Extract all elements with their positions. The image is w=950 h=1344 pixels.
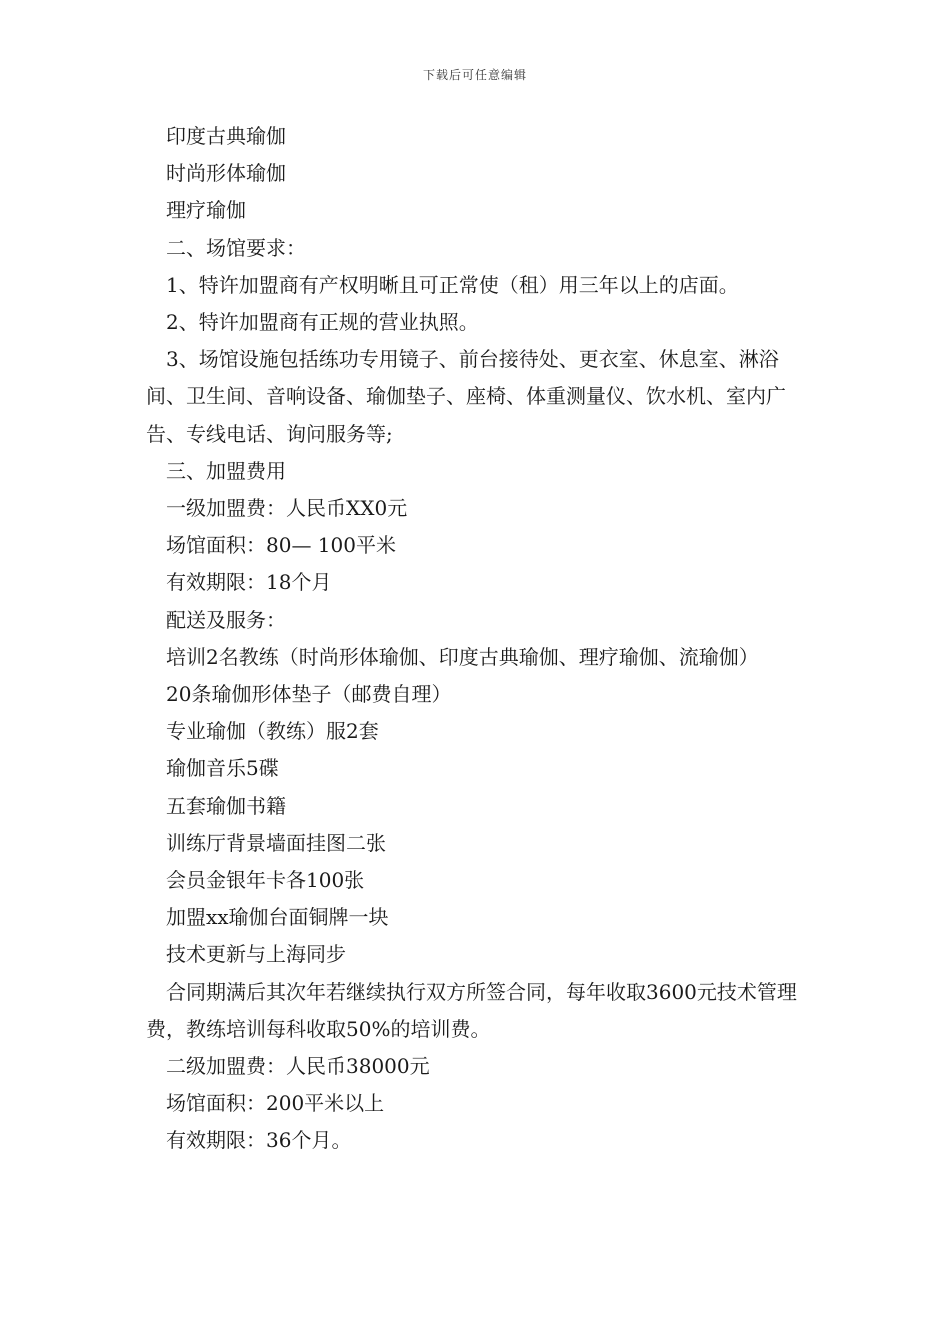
paragraph: 五套瑜伽书籍 [166,793,286,818]
paragraph: 瑜伽音乐5碟 [166,756,279,781]
section-heading: 三、加盟费用 [166,458,286,483]
paragraph: 二级加盟费：人民币38000元 [166,1054,430,1079]
paragraph: 时尚形体瑜伽 [166,161,286,186]
paragraph: 配送及服务： [166,607,286,632]
paragraph: 理疗瑜伽 [166,198,246,223]
paragraph: 合同期满后其次年若继续执行双方所签合同，每年收取3600元技术管理费，教练培训每科收取50%的培训费。 [146,979,797,1041]
paragraph: 3、场馆设施包括练功专用镜子、前台接待处、更衣室、休息室、淋浴间、卫生间、音响设备、瑜伽垫子、座椅、体重测量仪、饮水机、室内广告、专线电话、询问服务等; [146,347,786,446]
section-heading: 二、场馆要求： [166,235,306,260]
page-header-note: 下载后可任意编辑 [422,68,527,82]
paragraph: 专业瑜伽（教练）服2套 [166,719,379,744]
paragraph: 有效期限：18个月 [166,570,332,595]
paragraph: 有效期限：36个月。 [166,1128,352,1153]
paragraph: 加盟xx瑜伽台面铜牌一块 [166,905,389,930]
paragraph: 场馆面积：200平米以上 [166,1091,385,1116]
paragraph: 技术更新与上海同步 [166,942,346,967]
paragraph: 场馆面积：80— 100平米 [166,533,396,558]
paragraph: 培训2名教练（时尚形体瑜伽、印度古典瑜伽、理疗瑜伽、流瑜伽） [166,644,759,669]
paragraph: 一级加盟费：人民币XX0元 [166,496,408,521]
paragraph: 印度古典瑜伽 [166,124,286,148]
paragraph: 2、特许加盟商有正规的营业执照。 [166,310,479,335]
paragraph: 会员金银年卡各100张 [166,868,365,893]
paragraph: 20条瑜伽形体垫子（邮费自理） [166,682,452,707]
paragraph: 1、特许加盟商有产权明晰且可正常使（租）用三年以上的店面。 [166,272,739,297]
paragraph: 训练厅背景墙面挂图二张 [166,830,386,855]
document-body [146,118,810,1160]
